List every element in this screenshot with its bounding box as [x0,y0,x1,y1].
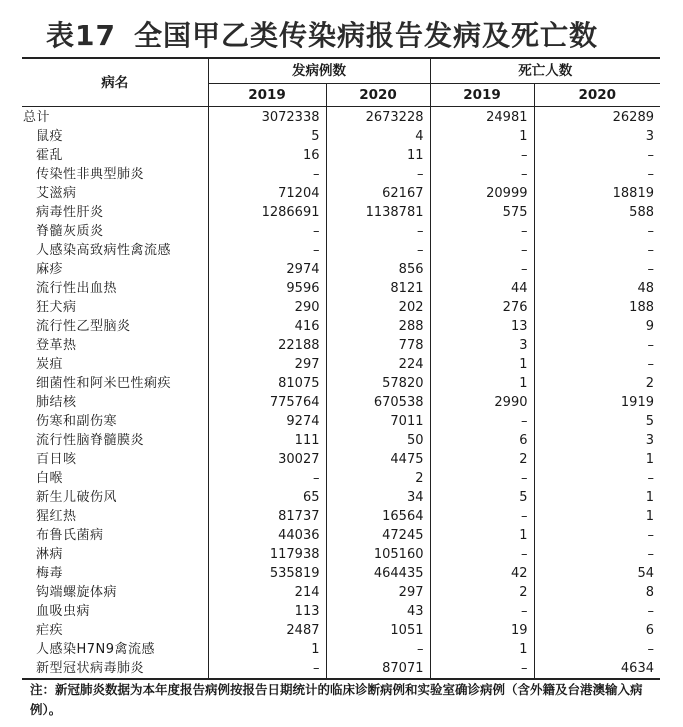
cases-2019-cell: 5 [208,127,326,146]
table-row [22,107,660,128]
deaths-2020-cell: 1 [645,508,654,524]
cases-2019-cell: 81075 [208,374,326,393]
cases-2020-cell: – [326,241,430,260]
disease-name-cell: 疟疾 [22,621,208,640]
table-row [22,317,660,336]
deaths-2020-cell: – [647,546,654,562]
deaths-2019-cell: 13 [430,317,534,336]
deaths-2020-cell: – [647,242,654,258]
disease-name-cell: 淋病 [22,545,208,564]
deaths-2020-cell: 1 [645,489,654,505]
disease-name-cell: 流行性脑脊髓膜炎 [22,431,208,450]
cases-2019-cell: – [208,659,326,679]
deaths-2019-cell: – [430,469,534,488]
cases-2019-cell: 30027 [208,450,326,469]
deaths-2019-cell: 2990 [430,393,534,412]
table-row [22,431,660,450]
disease-name-cell: 人感染高致病性禽流感 [22,241,208,260]
deaths-2019-cell: – [430,241,534,260]
table-row [22,222,660,241]
cases-2019-cell: 71204 [208,184,326,203]
cases-2020-cell: 2673228 [326,107,430,128]
deaths-2020-cell: – [647,641,654,657]
cases-2019-cell: 535819 [208,564,326,583]
disease-name-cell: 肺结核 [22,393,208,412]
deaths-2019-cell: 1 [430,526,534,545]
cases-2019-cell: 44036 [208,526,326,545]
disease-name-cell: 病毒性肝炎 [22,203,208,222]
cases-2019-cell: – [208,241,326,260]
deaths-2019-cell: – [430,412,534,431]
disease-name-cell: 白喉 [22,469,208,488]
cases-2019-cell: 214 [208,583,326,602]
cases-2020-cell: 16564 [326,507,430,526]
deaths-2019-cell: – [430,602,534,621]
deaths-2019-cell: – [430,165,534,184]
cases-2019-cell: 65 [208,488,326,507]
cases-2020-cell: 62167 [326,184,430,203]
header-deaths-2019: 2019 [430,84,534,107]
table-title-text: 全国甲乙类传染病报告发病及死亡数 [133,19,598,52]
deaths-2019-cell: 1 [430,374,534,393]
cases-2020-cell: 4475 [326,450,430,469]
disease-name-cell: 炭疽 [22,355,208,374]
deaths-2020-cell: 1919 [620,394,654,410]
table-row [22,545,660,564]
table-row [22,203,660,222]
deaths-2019-cell: 24981 [430,107,534,128]
table-row [22,298,660,317]
cases-2019-cell: – [208,469,326,488]
deaths-2020-cell: 3 [645,128,654,144]
deaths-2020-cell: 9 [645,318,654,334]
cases-2019-cell: 1 [208,640,326,659]
deaths-2020-cell: 4634 [534,659,660,679]
disease-name-cell: 流行性乙型脑炎 [22,317,208,336]
table-row [22,659,660,679]
deaths-2019-cell: 1 [430,355,534,374]
deaths-2020-cell: 588 [629,204,654,220]
header-deaths-2020: 2020 [534,84,660,107]
cases-2019-cell: 16 [208,146,326,165]
table-row [22,640,660,659]
deaths-2020-cell: 18819 [612,185,654,201]
cases-2019-cell: – [208,165,326,184]
cases-2020-cell: 288 [326,317,430,336]
cases-2020-cell: 47245 [326,526,430,545]
table-row [22,260,660,279]
cases-2019-cell: 9596 [208,279,326,298]
disease-name-cell: 钩端螺旋体病 [22,583,208,602]
disease-name-cell: 百日咳 [22,450,208,469]
deaths-2019-cell: 3 [430,336,534,355]
disease-name-cell: 总计 [22,107,208,128]
deaths-2020-cell: 6 [645,622,654,638]
table-title [44,14,598,54]
deaths-2020-cell: 3 [645,432,654,448]
disease-name-cell: 梅毒 [22,564,208,583]
table-row [22,488,660,507]
header-cases-2020: 2020 [326,84,430,107]
deaths-2019-cell: – [430,507,534,526]
deaths-2020-cell: 188 [629,299,654,315]
table-row [22,241,660,260]
deaths-2020-cell: – [647,527,654,543]
header-disease-name: 病名 [22,58,208,107]
disease-name-cell: 新型冠状病毒肺炎 [22,659,208,679]
cases-2019-cell: 9274 [208,412,326,431]
disease-name-cell: 鼠疫 [22,127,208,146]
cases-2020-cell: 464435 [326,564,430,583]
cases-2020-cell: 297 [326,583,430,602]
table-row [22,127,660,146]
table-row [22,564,660,583]
cases-2020-cell: 1138781 [326,203,430,222]
table-row [22,583,660,602]
table-row [22,621,660,640]
cases-2019-cell: 290 [208,298,326,317]
disease-name-cell: 血吸虫病 [22,602,208,621]
disease-name-cell: 霍乱 [22,146,208,165]
deaths-2019-cell: – [430,659,534,679]
cases-2020-cell: 1051 [326,621,430,640]
disease-name-cell: 布鲁氏菌病 [22,526,208,545]
cases-2020-cell: 11 [326,146,430,165]
table-row [22,412,660,431]
cases-2020-cell: 57820 [326,374,430,393]
disease-name-cell: 传染性非典型肺炎 [22,165,208,184]
deaths-2020-cell: – [647,470,654,486]
table-row [22,469,660,488]
deaths-2020-cell: – [647,147,654,163]
disease-name-cell: 流行性出血热 [22,279,208,298]
deaths-2019-cell: – [430,146,534,165]
deaths-2020-cell: 2 [645,375,654,391]
deaths-2020-cell: 5 [645,413,654,429]
deaths-2020-cell: – [647,603,654,619]
cases-2019-cell: 2974 [208,260,326,279]
cases-2020-cell: 224 [326,355,430,374]
deaths-2019-cell: 5 [430,488,534,507]
cases-2020-cell: 105160 [326,545,430,564]
table-row [22,602,660,621]
deaths-2019-cell: – [430,545,534,564]
deaths-2020-cell: – [647,261,654,277]
deaths-2020-cell: – [647,166,654,182]
table-row [22,279,660,298]
disease-name-cell: 猩红热 [22,507,208,526]
cases-2019-cell: 117938 [208,545,326,564]
table-row [22,393,660,412]
cases-2020-cell: 8121 [326,279,430,298]
deaths-2019-cell: – [430,222,534,241]
cases-2020-cell: 778 [326,336,430,355]
cases-2019-cell: 22188 [208,336,326,355]
cases-2020-cell: 2 [326,469,430,488]
table-row [22,184,660,203]
disease-name-cell: 脊髓灰质炎 [22,222,208,241]
deaths-2019-cell: 2 [430,583,534,602]
deaths-2019-cell: 20999 [430,184,534,203]
cases-2019-cell: 1286691 [208,203,326,222]
disease-name-cell: 新生儿破伤风 [22,488,208,507]
table-row [22,355,660,374]
disease-name-cell: 登革热 [22,336,208,355]
deaths-2019-cell: 1 [430,640,534,659]
table-row [22,165,660,184]
table-number: 表17 [46,19,116,52]
table-row [22,336,660,355]
cases-2019-cell: 297 [208,355,326,374]
table-row [22,507,660,526]
deaths-2020-cell: 1 [645,451,654,467]
disease-name-cell: 麻疹 [22,260,208,279]
deaths-2019-cell: 1 [430,127,534,146]
header-cases-group: 发病例数 [208,58,430,84]
deaths-2019-cell: 575 [430,203,534,222]
header-deaths-group: 死亡人数 [430,58,660,84]
cases-2020-cell: – [326,640,430,659]
cases-2020-cell: 670538 [326,393,430,412]
disease-statistics-table [22,57,660,680]
cases-2020-cell: 202 [326,298,430,317]
cases-2019-cell: 416 [208,317,326,336]
cases-2020-cell: 34 [326,488,430,507]
disease-name-cell: 人感染H7N9禽流感 [22,640,208,659]
deaths-2020-cell: 48 [637,280,654,296]
cases-2019-cell: 111 [208,431,326,450]
table-row [22,374,660,393]
deaths-2019-cell: 44 [430,279,534,298]
cases-2019-cell: – [208,222,326,241]
deaths-2020-cell: – [647,356,654,372]
deaths-2020-cell: – [647,337,654,353]
cases-2020-cell: 87071 [326,659,430,679]
cases-2020-cell: 50 [326,431,430,450]
deaths-2019-cell: 19 [430,621,534,640]
disease-name-cell: 伤寒和副伤寒 [22,412,208,431]
cases-2020-cell: 7011 [326,412,430,431]
cases-2020-cell: – [326,165,430,184]
disease-name-cell: 艾滋病 [22,184,208,203]
table-body [22,107,660,680]
deaths-2020-cell: 26289 [612,109,654,125]
table-row [22,146,660,165]
cases-2020-cell: – [326,222,430,241]
deaths-2019-cell: 2 [430,450,534,469]
cases-2019-cell: 3072338 [208,107,326,128]
deaths-2020-cell: 54 [637,565,654,581]
deaths-2019-cell: 276 [430,298,534,317]
deaths-2019-cell: 6 [430,431,534,450]
deaths-2019-cell: – [430,260,534,279]
cases-2020-cell: 4 [326,127,430,146]
header-cases-2019: 2019 [208,84,326,107]
disease-name-cell: 狂犬病 [22,298,208,317]
table-row [22,450,660,469]
cases-2020-cell: 43 [326,602,430,621]
deaths-2019-cell: 42 [430,564,534,583]
table-row [22,526,660,545]
deaths-2020-cell: – [647,223,654,239]
cases-2019-cell: 113 [208,602,326,621]
cases-2019-cell: 775764 [208,393,326,412]
footnote: 注：新冠肺炎数据为本年度报告病例按报告日期统计的临床诊断病例和实验室确诊病例（含外籍及台港澳输入病例）。 [30,682,643,717]
cases-2020-cell: 856 [326,260,430,279]
deaths-2020-cell: 8 [645,584,654,600]
cases-2019-cell: 81737 [208,507,326,526]
cases-2019-cell: 2487 [208,621,326,640]
disease-name-cell: 细菌性和阿米巴性痢疾 [22,374,208,393]
